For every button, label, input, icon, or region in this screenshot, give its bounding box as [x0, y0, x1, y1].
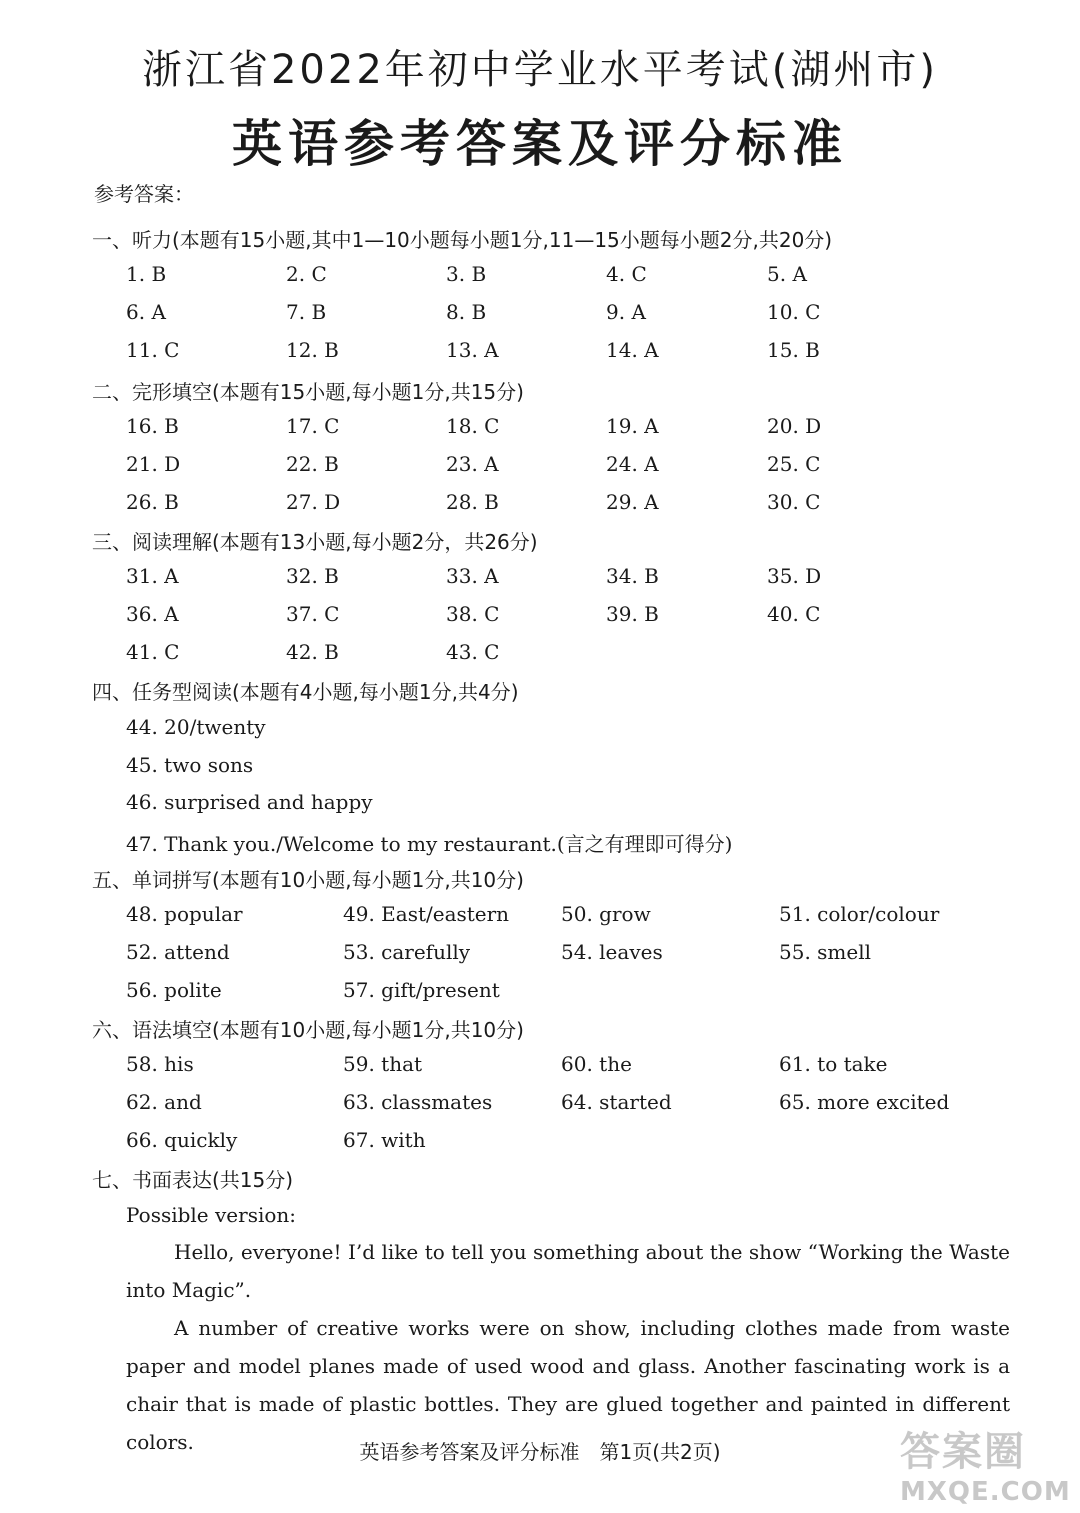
reference-answers-label: 参考答案：: [94, 182, 194, 206]
answer-item: 60. the: [561, 1052, 632, 1076]
section-reading-heading: 三、阅读理解(本题有13小题,每小题2分，共26分): [92, 530, 538, 554]
answer-item: 35. D: [767, 564, 822, 588]
answer-item: 26. B: [126, 490, 179, 514]
answer-item: 31. A: [126, 564, 179, 588]
section-grammar-heading: 六、语法填空(本题有10小题,每小题1分,共10分): [92, 1018, 524, 1042]
answer-item: 15. B: [767, 338, 820, 362]
answer-item: 30. C: [767, 490, 821, 514]
answer-item: 37. C: [286, 602, 340, 626]
answer-item: 53. carefully: [343, 940, 471, 964]
answer-item: 33. A: [446, 564, 499, 588]
watermark-logo: [900, 1420, 1070, 1508]
answer-item: 40. C: [767, 602, 821, 626]
answer-item: 51. color/colour: [779, 902, 940, 926]
answer-item: 34. B: [606, 564, 659, 588]
answer-item: 4. C: [606, 262, 647, 286]
answer-item: 38. C: [446, 602, 500, 626]
answer-item: 11. C: [126, 338, 180, 362]
answer-item: 7. B: [286, 300, 327, 324]
answer-item: 56. polite: [126, 978, 222, 1002]
essay-paragraph: A number of creative works were on show, including clothes made from waste paper and model planes made of used wood and glass. Another fascinating work is a chair that is made of plastic bottles. They are glued together and painted in different colors.: [126, 1316, 1010, 1454]
answer-item: 63. classmates: [343, 1090, 493, 1114]
answer-item: 17. C: [286, 414, 340, 438]
answer-item: 8. B: [446, 300, 487, 324]
essay-label: Possible version:: [126, 1203, 297, 1227]
answer-item: 47. Thank you./Welcome to my restaurant.(言之有理即可得分): [126, 832, 733, 856]
answer-item: 59. that: [343, 1052, 423, 1076]
exam-title: 浙江省2022年初中学业水平考试(湖州市): [141, 47, 938, 93]
answer-item: 58. his: [126, 1052, 194, 1076]
answer-item: 25. C: [767, 452, 821, 476]
document-title: 英语参考答案及评分标准: [232, 115, 848, 173]
watermark-text: 答案圈: [900, 1429, 1026, 1475]
answer-item: 45. two sons: [126, 753, 254, 777]
answer-item: 19. A: [606, 414, 659, 438]
answer-item: 29. A: [606, 490, 659, 514]
answer-item: 43. C: [446, 640, 500, 664]
answer-item: 27. D: [286, 490, 341, 514]
answer-item: 48. popular: [126, 902, 243, 926]
answer-item: 36. A: [126, 602, 179, 626]
answer-item: 67. with: [343, 1128, 426, 1152]
page-footer: 英语参考答案及评分标准 第1页(共2页): [359, 1440, 721, 1464]
answer-item: 28. B: [446, 490, 499, 514]
answer-item: 65. more excited: [779, 1090, 950, 1114]
answer-item: 55. smell: [779, 940, 872, 964]
answer-item: 1. B: [126, 262, 167, 286]
answer-item: 50. grow: [561, 902, 651, 926]
answer-item: 18. C: [446, 414, 500, 438]
essay-paragraph: Hello, everyone! I’d like to tell you something about the show “Working the Waste into Magic”.: [126, 1240, 1010, 1302]
answer-item: 14. A: [606, 338, 659, 362]
answer-item: 6. A: [126, 300, 166, 324]
answer-item: 42. B: [286, 640, 339, 664]
answer-item: 3. B: [446, 262, 487, 286]
answer-item: 64. started: [561, 1090, 672, 1114]
answer-item: 16. B: [126, 414, 179, 438]
answer-item: 66. quickly: [126, 1128, 238, 1152]
answer-item: 13. A: [446, 338, 499, 362]
section-spelling-heading: 五、单词拼写(本题有10小题,每小题1分,共10分): [92, 868, 524, 892]
answer-item: 5. A: [767, 262, 807, 286]
answer-item: 44. 20/twenty: [126, 715, 266, 739]
answer-item: 10. C: [767, 300, 821, 324]
answer-item: 24. A: [606, 452, 659, 476]
answer-item: 62. and: [126, 1090, 202, 1114]
section-task-reading-heading: 四、任务型阅读(本题有4小题,每小题1分,共4分): [92, 680, 519, 704]
answer-item: 57. gift/present: [343, 978, 500, 1002]
answer-item: 9. A: [606, 300, 646, 324]
answer-item: 54. leaves: [561, 940, 663, 964]
answer-item: 20. D: [767, 414, 822, 438]
section-listening-heading: 一、听力(本题有15小题,其中1—10小题每小题1分,11—15小题每小题2分,共20分): [92, 228, 833, 252]
answer-item: 23. A: [446, 452, 499, 476]
section-cloze-heading: 二、完形填空(本题有15小题,每小题1分,共15分): [92, 380, 524, 404]
watermark-url: MXQE.COM: [900, 1477, 1071, 1507]
answer-item: 39. B: [606, 602, 659, 626]
section-writing-heading: 七、书面表达(共15分): [92, 1168, 294, 1192]
answer-item: 49. East/eastern: [343, 902, 510, 926]
answer-item: 41. C: [126, 640, 180, 664]
answer-item: 21. D: [126, 452, 181, 476]
answer-item: 46. surprised and happy: [126, 790, 373, 814]
answer-item: 61. to take: [779, 1052, 888, 1076]
answer-item: 2. C: [286, 262, 327, 286]
answer-item: 12. B: [286, 338, 339, 362]
answer-item: 52. attend: [126, 940, 230, 964]
answer-item: 22. B: [286, 452, 339, 476]
answer-item: 32. B: [286, 564, 339, 588]
